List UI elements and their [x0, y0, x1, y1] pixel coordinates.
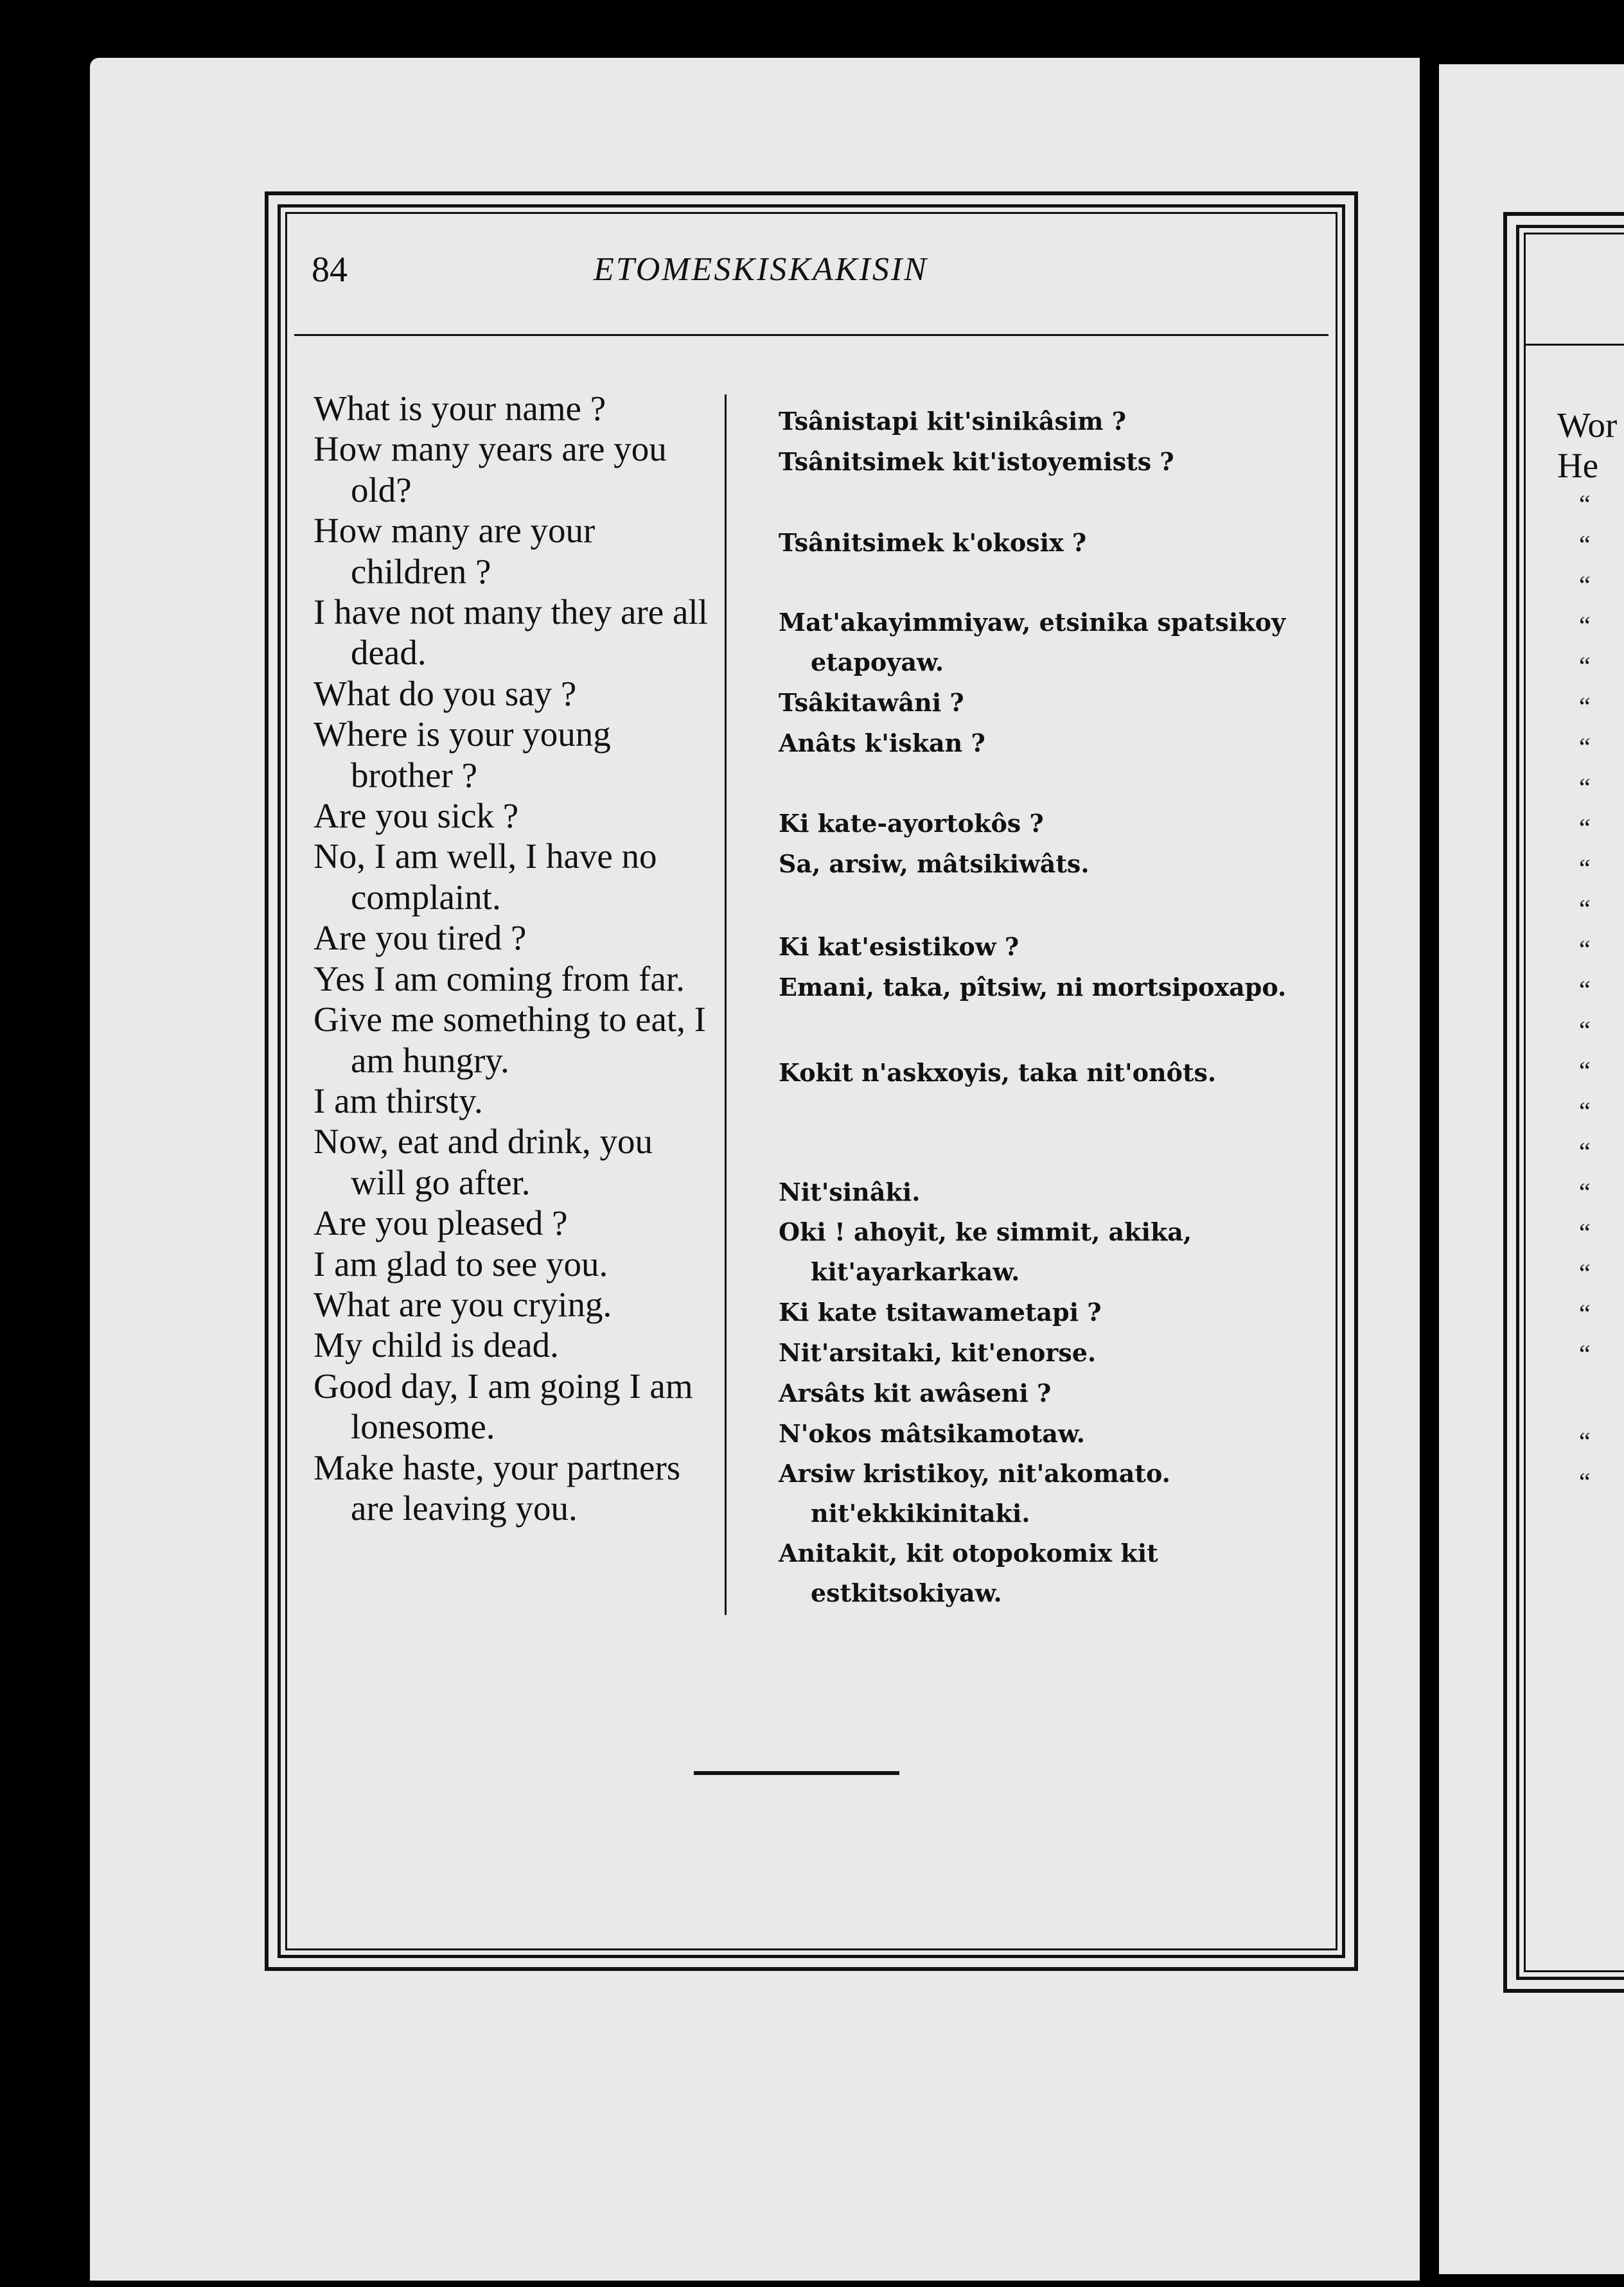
- ditto-mark: “: [1579, 1339, 1591, 1368]
- english-phrase: Are you pleased ?: [313, 1203, 568, 1243]
- english-phrase: My child is dead.: [313, 1325, 559, 1365]
- header-rule: [294, 334, 1328, 336]
- column-divider: [725, 394, 727, 1615]
- translation-block: [779, 603, 1305, 763]
- english-phrase: Give me something to eat, I am hungry.: [313, 1000, 706, 1080]
- english-phrase: No, I am well, I have no complaint.: [313, 836, 657, 917]
- blackfoot-phrase: N'okos mâtsikamotaw.: [779, 1419, 1086, 1448]
- english-phrase: How many are your children ?: [313, 511, 596, 591]
- next-page-text: He: [1557, 446, 1599, 485]
- translation-block: [779, 803, 1305, 884]
- ditto-mark: “: [1579, 1056, 1591, 1085]
- ditto-mark: “: [1579, 570, 1591, 599]
- blackfoot-phrase: Arsâts kit awâseni ?: [779, 1379, 1052, 1408]
- ditto-mark: “: [1579, 1427, 1591, 1456]
- end-ornament-rule: [694, 1771, 899, 1775]
- ditto-mark: “: [1579, 530, 1591, 559]
- translation-block: [779, 1052, 1305, 1093]
- ditto-mark: “: [1579, 894, 1591, 923]
- english-phrase: Make haste, your partners are leaving you.: [313, 1447, 681, 1528]
- blackfoot-phrase: Tsânitsimek k'okosix ?: [779, 528, 1087, 557]
- blackfoot-phrase: Anâts k'iskan ?: [779, 728, 985, 757]
- ditto-mark: “: [1579, 1218, 1591, 1247]
- blackfoot-phrase: Ki kat'esistikow ?: [779, 932, 1019, 961]
- translation-block: [779, 1172, 1305, 1613]
- next-page-text: Wor: [1557, 405, 1618, 445]
- english-phrase: Where is your young brother ?: [313, 714, 611, 795]
- english-phrase: How many years are you old?: [313, 429, 667, 509]
- blackfoot-phrase: Oki ! ahoyit, ke simmit, akika, kit'ayarkarkaw.: [779, 1217, 1192, 1286]
- next-page-header-rule: [1524, 344, 1624, 346]
- blackfoot-phrase: Tsânistapi kit'sinikâsim ?: [779, 407, 1126, 436]
- english-phrase: What are you crying.: [313, 1284, 612, 1324]
- ditto-mark: “: [1579, 692, 1591, 721]
- ditto-mark: “: [1579, 1299, 1591, 1328]
- blackfoot-phrase: Tsânitsimek kit'istoyemists ?: [779, 447, 1174, 476]
- blackfoot-phrase: Emani, taka, pîtsiw, ni mortsipoxapo.: [779, 973, 1287, 1002]
- ditto-mark: “: [1579, 732, 1591, 761]
- ditto-mark: “: [1579, 490, 1591, 518]
- blackfoot-phrase: Arsiw kristikoy, nit'akomato. nit'ekkikinitaki.: [779, 1459, 1170, 1528]
- ditto-mark: “: [1579, 1097, 1591, 1126]
- ditto-mark: “: [1579, 854, 1591, 883]
- blackfoot-phrase: Ki kate tsitawametapi ?: [779, 1298, 1102, 1327]
- english-phrase: I am thirsty.: [313, 1081, 483, 1120]
- ditto-mark: “: [1579, 651, 1591, 680]
- running-title: ETOMESKISKAKISIN: [594, 251, 928, 288]
- ditto-mark: “: [1579, 1467, 1591, 1496]
- english-phrase: Are you tired ?: [313, 918, 527, 958]
- ditto-mark: “: [1579, 813, 1591, 842]
- ditto-mark: “: [1579, 1178, 1591, 1206]
- ditto-mark: “: [1579, 975, 1591, 1004]
- english-phrase: I have not many they are all dead.: [313, 592, 708, 673]
- ditto-mark: “: [1579, 611, 1591, 640]
- page-number: 84: [312, 250, 348, 290]
- english-column: [313, 388, 712, 1528]
- blackfoot-phrase: Kokit n'askxoyis, taka nit'onôts.: [779, 1058, 1217, 1087]
- translation-block: [779, 522, 1305, 563]
- blackfoot-phrase: Ki kate-ayortokôs ?: [779, 809, 1044, 838]
- translation-block: [779, 401, 1305, 482]
- ditto-mark: “: [1579, 935, 1591, 964]
- blackfoot-phrase: Nit'arsitaki, kit'enorse.: [779, 1338, 1097, 1367]
- blackfoot-phrase: Sa, arsiw, mâtsikiwâts.: [779, 849, 1090, 878]
- ditto-mark: “: [1579, 1258, 1591, 1287]
- english-phrase: Are you sick ?: [313, 796, 519, 836]
- blackfoot-phrase: Nit'sinâki.: [779, 1178, 921, 1206]
- blackfoot-phrase: Anitakit, kit otopokomix kit estkitsokiyaw.: [779, 1539, 1158, 1607]
- ditto-mark: “: [1579, 1137, 1591, 1166]
- ditto-mark: “: [1579, 773, 1591, 802]
- english-phrase: Yes I am coming from far.: [313, 958, 685, 998]
- english-phrase: Now, eat and drink, you will go after.: [313, 1122, 653, 1202]
- english-phrase: What is your name ?: [313, 389, 606, 428]
- blackfoot-phrase: Mat'akayimmiyaw, etsinika spatsikoy etapoyaw.: [779, 608, 1286, 676]
- english-phrase: What do you say ?: [313, 673, 577, 713]
- english-phrase: I am glad to see you.: [313, 1244, 608, 1284]
- english-phrase: Good day, I am going I am lonesome.: [313, 1366, 693, 1447]
- ditto-mark: “: [1579, 1016, 1591, 1045]
- translation-block: [779, 926, 1305, 1007]
- blackfoot-phrase: Tsâkitawâni ?: [779, 688, 964, 717]
